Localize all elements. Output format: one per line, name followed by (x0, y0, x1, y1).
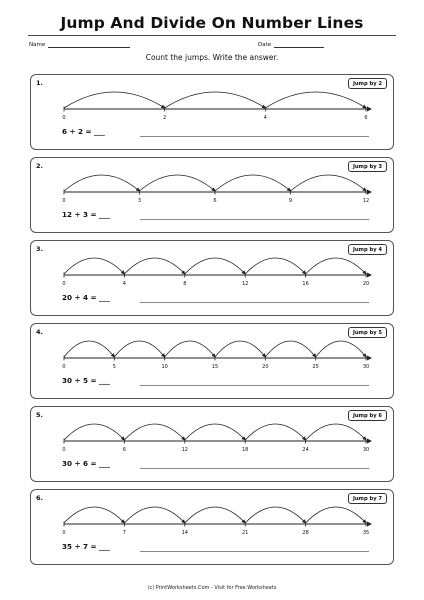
date-field[interactable] (258, 41, 324, 48)
tick-label: 8 (183, 281, 187, 287)
name-line[interactable] (48, 41, 130, 48)
jump-arc (124, 424, 184, 440)
problem-card (30, 74, 394, 150)
tick-label: 20 (362, 281, 370, 287)
tick-label: 0 (62, 364, 66, 370)
jump-arc (64, 507, 124, 523)
number-line (31, 158, 395, 234)
jump-arc (245, 258, 305, 274)
tick-label: 6 (122, 447, 126, 453)
name-label: Name (29, 42, 46, 48)
tick-label: 20 (262, 364, 269, 370)
jump-badge: Jump by 2 (348, 78, 387, 89)
tick-label: 9 (288, 198, 293, 204)
tick-label: 30 (362, 447, 370, 453)
jump-arc (306, 507, 366, 523)
title-divider (28, 35, 396, 36)
tick-label: 14 (181, 530, 188, 536)
jump-arc (245, 507, 305, 523)
jump-arc (265, 92, 366, 108)
number-line (31, 241, 395, 317)
jump-arc (124, 507, 184, 523)
jump-arc (185, 507, 245, 523)
tick-label: 6 (364, 115, 368, 121)
tick-label: 30 (362, 364, 370, 370)
tick-label: 2 (163, 115, 167, 121)
tick-label: 4 (122, 281, 126, 287)
jump-arc (165, 92, 266, 108)
problem-card (30, 240, 394, 316)
problem-card (30, 157, 394, 233)
jump-arc (114, 341, 164, 357)
jump-badge: Jump by 5 (348, 327, 387, 338)
tick-label: 21 (242, 530, 249, 536)
jump-arc (185, 258, 245, 274)
answer-line[interactable] (140, 468, 369, 469)
jump-arc (165, 341, 215, 357)
jump-badge: Jump by 3 (348, 161, 387, 172)
tick-label: 12 (362, 198, 370, 204)
division-equation: 35 ÷ 7 = ___ (62, 542, 110, 551)
date-label: Date (258, 42, 272, 48)
jump-badge: Jump by 4 (348, 244, 387, 255)
jump-arc (215, 175, 291, 191)
jump-arc (316, 341, 366, 357)
axis-arrowhead (367, 107, 372, 112)
number-line (31, 75, 395, 151)
jump-badge: Jump by 6 (348, 410, 387, 421)
jump-arc (245, 424, 305, 440)
problem-number: 4. (36, 328, 43, 336)
number-line (31, 490, 395, 566)
division-equation: 20 ÷ 4 = ___ (62, 293, 110, 302)
tick-label: 5 (112, 364, 116, 370)
axis-arrowhead (367, 273, 372, 278)
tick-label: 25 (312, 364, 319, 370)
jump-arc (64, 258, 124, 274)
jump-arc (291, 175, 367, 191)
problem-number: 3. (36, 245, 43, 253)
answer-line[interactable] (140, 219, 369, 220)
problem-number: 2. (36, 162, 43, 170)
tick-label: 16 (302, 281, 309, 287)
jump-arc (306, 424, 366, 440)
division-equation: 30 ÷ 5 = ___ (62, 376, 110, 385)
division-equation: 6 ÷ 2 = ___ (62, 127, 105, 136)
page-title: Jump And Divide On Number Lines (60, 14, 364, 32)
problem-number: 5. (36, 411, 43, 419)
axis-arrowhead (367, 522, 372, 527)
answer-line[interactable] (140, 136, 369, 137)
tick-label: 10 (161, 364, 168, 370)
tick-label: 0 (62, 198, 66, 204)
problem-card (30, 489, 394, 565)
tick-label: 6 (213, 198, 217, 204)
axis-arrowhead (367, 439, 372, 444)
jump-badge: Jump by 7 (348, 493, 387, 504)
tick-label: 12 (242, 281, 249, 287)
jump-arc (306, 258, 366, 274)
jump-arc (185, 424, 245, 440)
tick-label: 4 (263, 115, 267, 121)
jump-arc (64, 424, 124, 440)
axis-arrowhead (367, 356, 372, 361)
tick-label: 0 (62, 530, 66, 536)
axis-arrowhead (367, 190, 372, 195)
footer-credit: (c) PrintWorksheets.Com - Visit for Free Worksheets (147, 585, 277, 591)
number-line (31, 324, 395, 400)
tick-label: 7 (122, 530, 126, 536)
instructions: Count the jumps. Write the answer. (145, 53, 279, 62)
jump-arc (64, 341, 114, 357)
answer-line[interactable] (140, 551, 369, 552)
jump-arc (64, 175, 140, 191)
tick-label: 3 (137, 198, 142, 204)
tick-label: 24 (302, 447, 309, 453)
tick-label: 35 (362, 530, 370, 536)
jump-arc (124, 258, 184, 274)
tick-label: 0 (62, 447, 66, 453)
problem-card (30, 406, 394, 482)
problem-number: 1. (36, 79, 43, 87)
answer-line[interactable] (140, 385, 369, 386)
tick-label: 0 (62, 281, 66, 287)
problem-card (30, 323, 394, 399)
jump-arc (64, 92, 165, 108)
tick-label: 12 (181, 447, 188, 453)
division-equation: 12 ÷ 3 = ___ (62, 210, 110, 219)
tick-label: 0 (62, 115, 66, 121)
jump-arc (140, 175, 216, 191)
date-line[interactable] (274, 41, 324, 48)
name-field[interactable] (29, 41, 130, 48)
problem-number: 6. (36, 494, 43, 502)
tick-label: 18 (242, 447, 249, 453)
jump-arc (215, 341, 265, 357)
tick-label: 15 (211, 364, 219, 370)
jump-arc (265, 341, 315, 357)
number-line (31, 407, 395, 483)
division-equation: 30 ÷ 6 = ___ (62, 459, 110, 468)
answer-line[interactable] (140, 302, 369, 303)
tick-label: 28 (302, 530, 309, 536)
